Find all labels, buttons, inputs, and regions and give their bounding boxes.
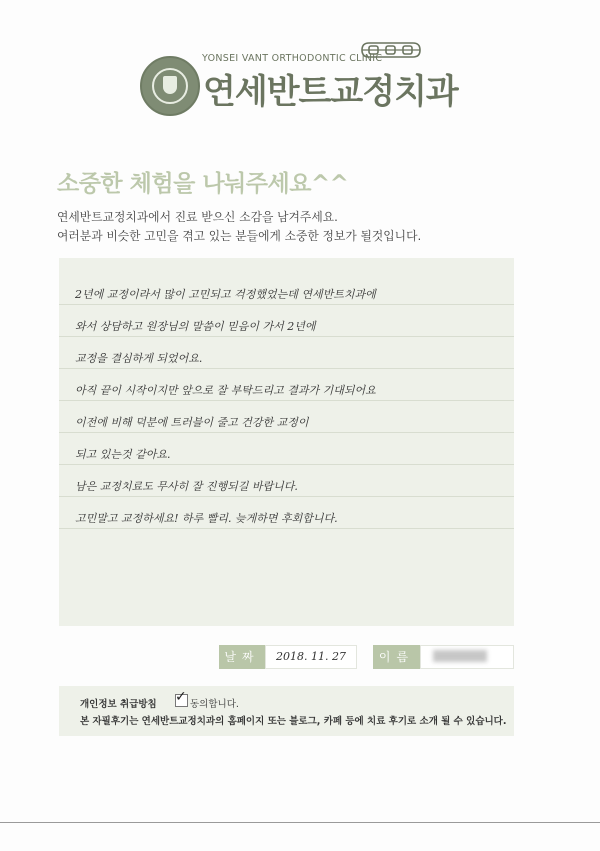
handwritten-review-line: 2년에 교정이라서 많이 고민되고 걱정했었는데 연세반트치과에 xyxy=(75,288,376,301)
writing-guide-line xyxy=(59,336,514,337)
privacy-notice-text: 본 자필후기는 연세반트교정치과의 홈페이지 또는 블로그, 카페 등에 치료 후기로 소개 될 수 있습니다. xyxy=(80,716,507,727)
intro-text-line: 연세반트교정치과에서 진료 받으신 소감을 남겨주세요. xyxy=(57,210,338,224)
privacy-agree-text: 동의합니다. xyxy=(190,699,239,710)
date-field[interactable]: 2018. 11. 27 xyxy=(265,645,357,669)
name-label: 이름 xyxy=(373,645,420,669)
writing-guide-line xyxy=(59,464,514,465)
writing-guide-line xyxy=(59,528,514,529)
writing-guide-line xyxy=(59,368,514,369)
yonsei-university-seal-icon xyxy=(140,56,200,116)
redacted-name xyxy=(433,650,487,662)
privacy-policy-label: 개인정보 취급방침 xyxy=(80,699,157,710)
handwritten-review-line: 교정을 결심하게 되었어요. xyxy=(75,352,203,365)
braces-icon xyxy=(360,41,422,59)
handwritten-review-line: 되고 있는것 같아요. xyxy=(75,448,171,461)
writing-guide-line xyxy=(59,400,514,401)
handwritten-review-line: 와서 상담하고 원장님의 말씀이 믿음이 가서 2년에 xyxy=(75,320,316,333)
privacy-consent-box xyxy=(59,686,514,736)
handwritten-review-line: 고민말고 교정하세요! 하루 빨리. 늦게하면 후회합니다. xyxy=(75,512,338,525)
clinic-name-english: YONSEI VANT ORTHODONTIC CLINIC xyxy=(202,53,383,64)
handwritten-review-line: 아직 끝이 시작이지만 앞으로 잘 부탁드리고 결과가 기대되어요 xyxy=(75,384,376,397)
handwritten-review-line: 이전에 비해 덕분에 트러블이 줄고 건강한 교정이 xyxy=(75,416,309,429)
review-writing-area xyxy=(59,258,514,626)
page-title: 소중한 체험을 나눠주세요^^ xyxy=(57,171,349,197)
check-mark-icon: ✓ xyxy=(175,689,187,705)
writing-guide-line xyxy=(59,304,514,305)
page-edge-divider xyxy=(0,822,600,823)
writing-guide-line xyxy=(59,432,514,433)
intro-text-line: 여러분과 비슷한 고민을 겪고 있는 분들에게 소중한 정보가 될것입니다. xyxy=(57,229,422,243)
clinic-name-korean: 연세반트교정치과 xyxy=(203,72,458,112)
writing-guide-line xyxy=(59,496,514,497)
handwritten-review-line: 남은 교정치료도 무사히 잘 진행되길 바랍니다. xyxy=(75,480,298,493)
date-label: 날짜 xyxy=(219,645,265,669)
